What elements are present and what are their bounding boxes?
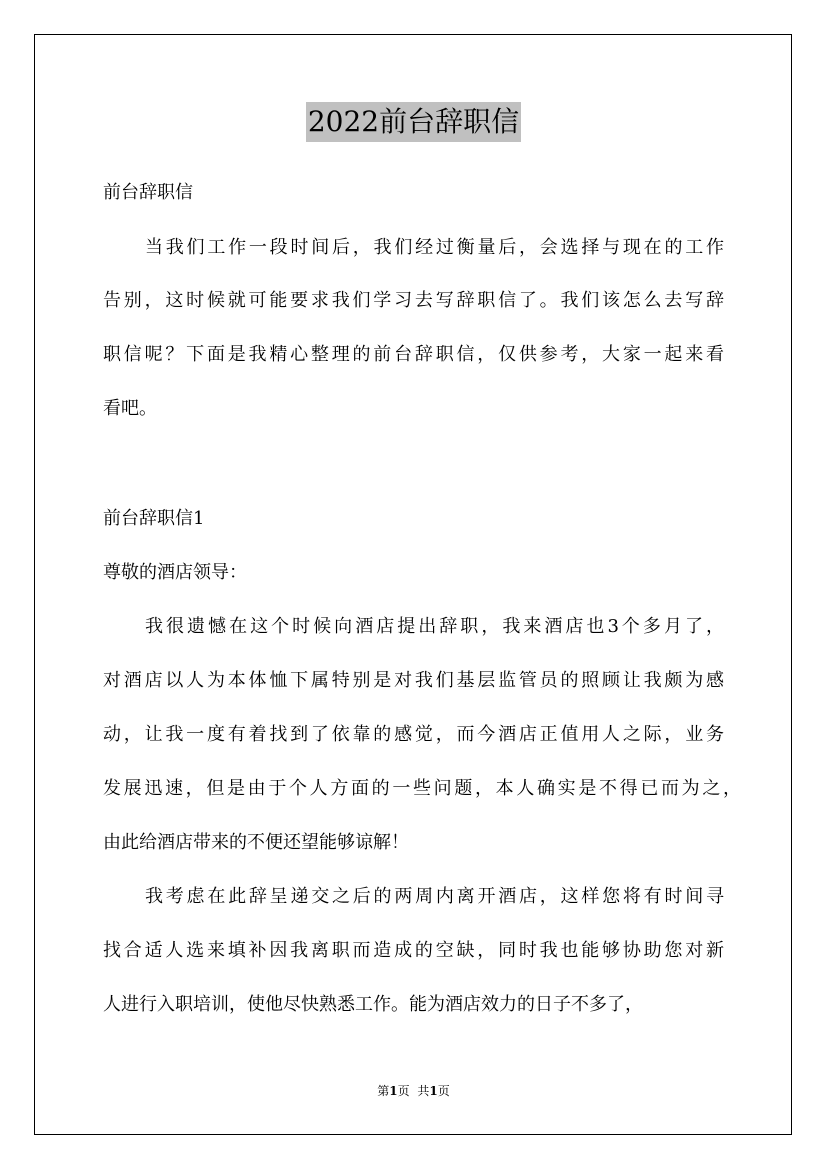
footer-total-number: 1 bbox=[429, 1084, 438, 1098]
paragraph-line: 对酒店以人为本体恤下属特别是对我们基层监管员的照顾让我颇为感 bbox=[103, 670, 724, 691]
paragraph-line: 告别，这时候就可能要求我们学习去写辞职信了。我们该怎么去写辞 bbox=[103, 290, 724, 311]
footer-page-prefix: 第 bbox=[377, 1084, 390, 1098]
footer-total-prefix: 共 bbox=[417, 1084, 430, 1098]
paragraph-line: 我考虑在此辞呈递交之后的两周内离开酒店，这样您将有时间寻 bbox=[145, 886, 724, 907]
footer-page-suffix: 页 bbox=[397, 1084, 410, 1098]
paragraph-line: 人进行入职培训，使他尽快熟悉工作。能为酒店效力的日子不多了， bbox=[103, 994, 643, 1015]
document-title: 2022前台辞职信 bbox=[306, 102, 521, 142]
title-wrap bbox=[0, 102, 827, 142]
paragraph-line: 发展迅速，但是由于个人方面的一些问题，本人确实是不得已而为之， bbox=[103, 778, 741, 799]
footer-page-number: 1 bbox=[389, 1084, 398, 1098]
paragraph-line: 职信呢？下面是我精心整理的前台辞职信，仅供参考，大家一起来看 bbox=[103, 344, 724, 365]
paragraph-line: 看吧。 bbox=[103, 398, 157, 419]
page-footer bbox=[0, 1083, 827, 1099]
paragraph-line: 找合适人选来填补因我离职而造成的空缺，同时我也能够协助您对新 bbox=[103, 940, 724, 961]
paragraph-line: 动，让我一度有着找到了依靠的感觉，而今酒店正值用人之际，业务 bbox=[103, 724, 724, 745]
salutation: 尊敬的酒店领导： bbox=[103, 562, 247, 583]
paragraph-line: 由此给酒店带来的不便还望能够谅解！ bbox=[103, 832, 409, 853]
paragraph-line: 我很遗憾在这个时候向酒店提出辞职，我来酒店也3个多月了， bbox=[145, 616, 724, 637]
paragraph-line: 当我们工作一段时间后，我们经过衡量后，会选择与现在的工作 bbox=[145, 237, 724, 258]
footer-total-suffix: 页 bbox=[437, 1084, 450, 1098]
section-heading: 前台辞职信1 bbox=[103, 508, 205, 529]
paragraph-heading: 前台辞职信 bbox=[103, 182, 193, 203]
